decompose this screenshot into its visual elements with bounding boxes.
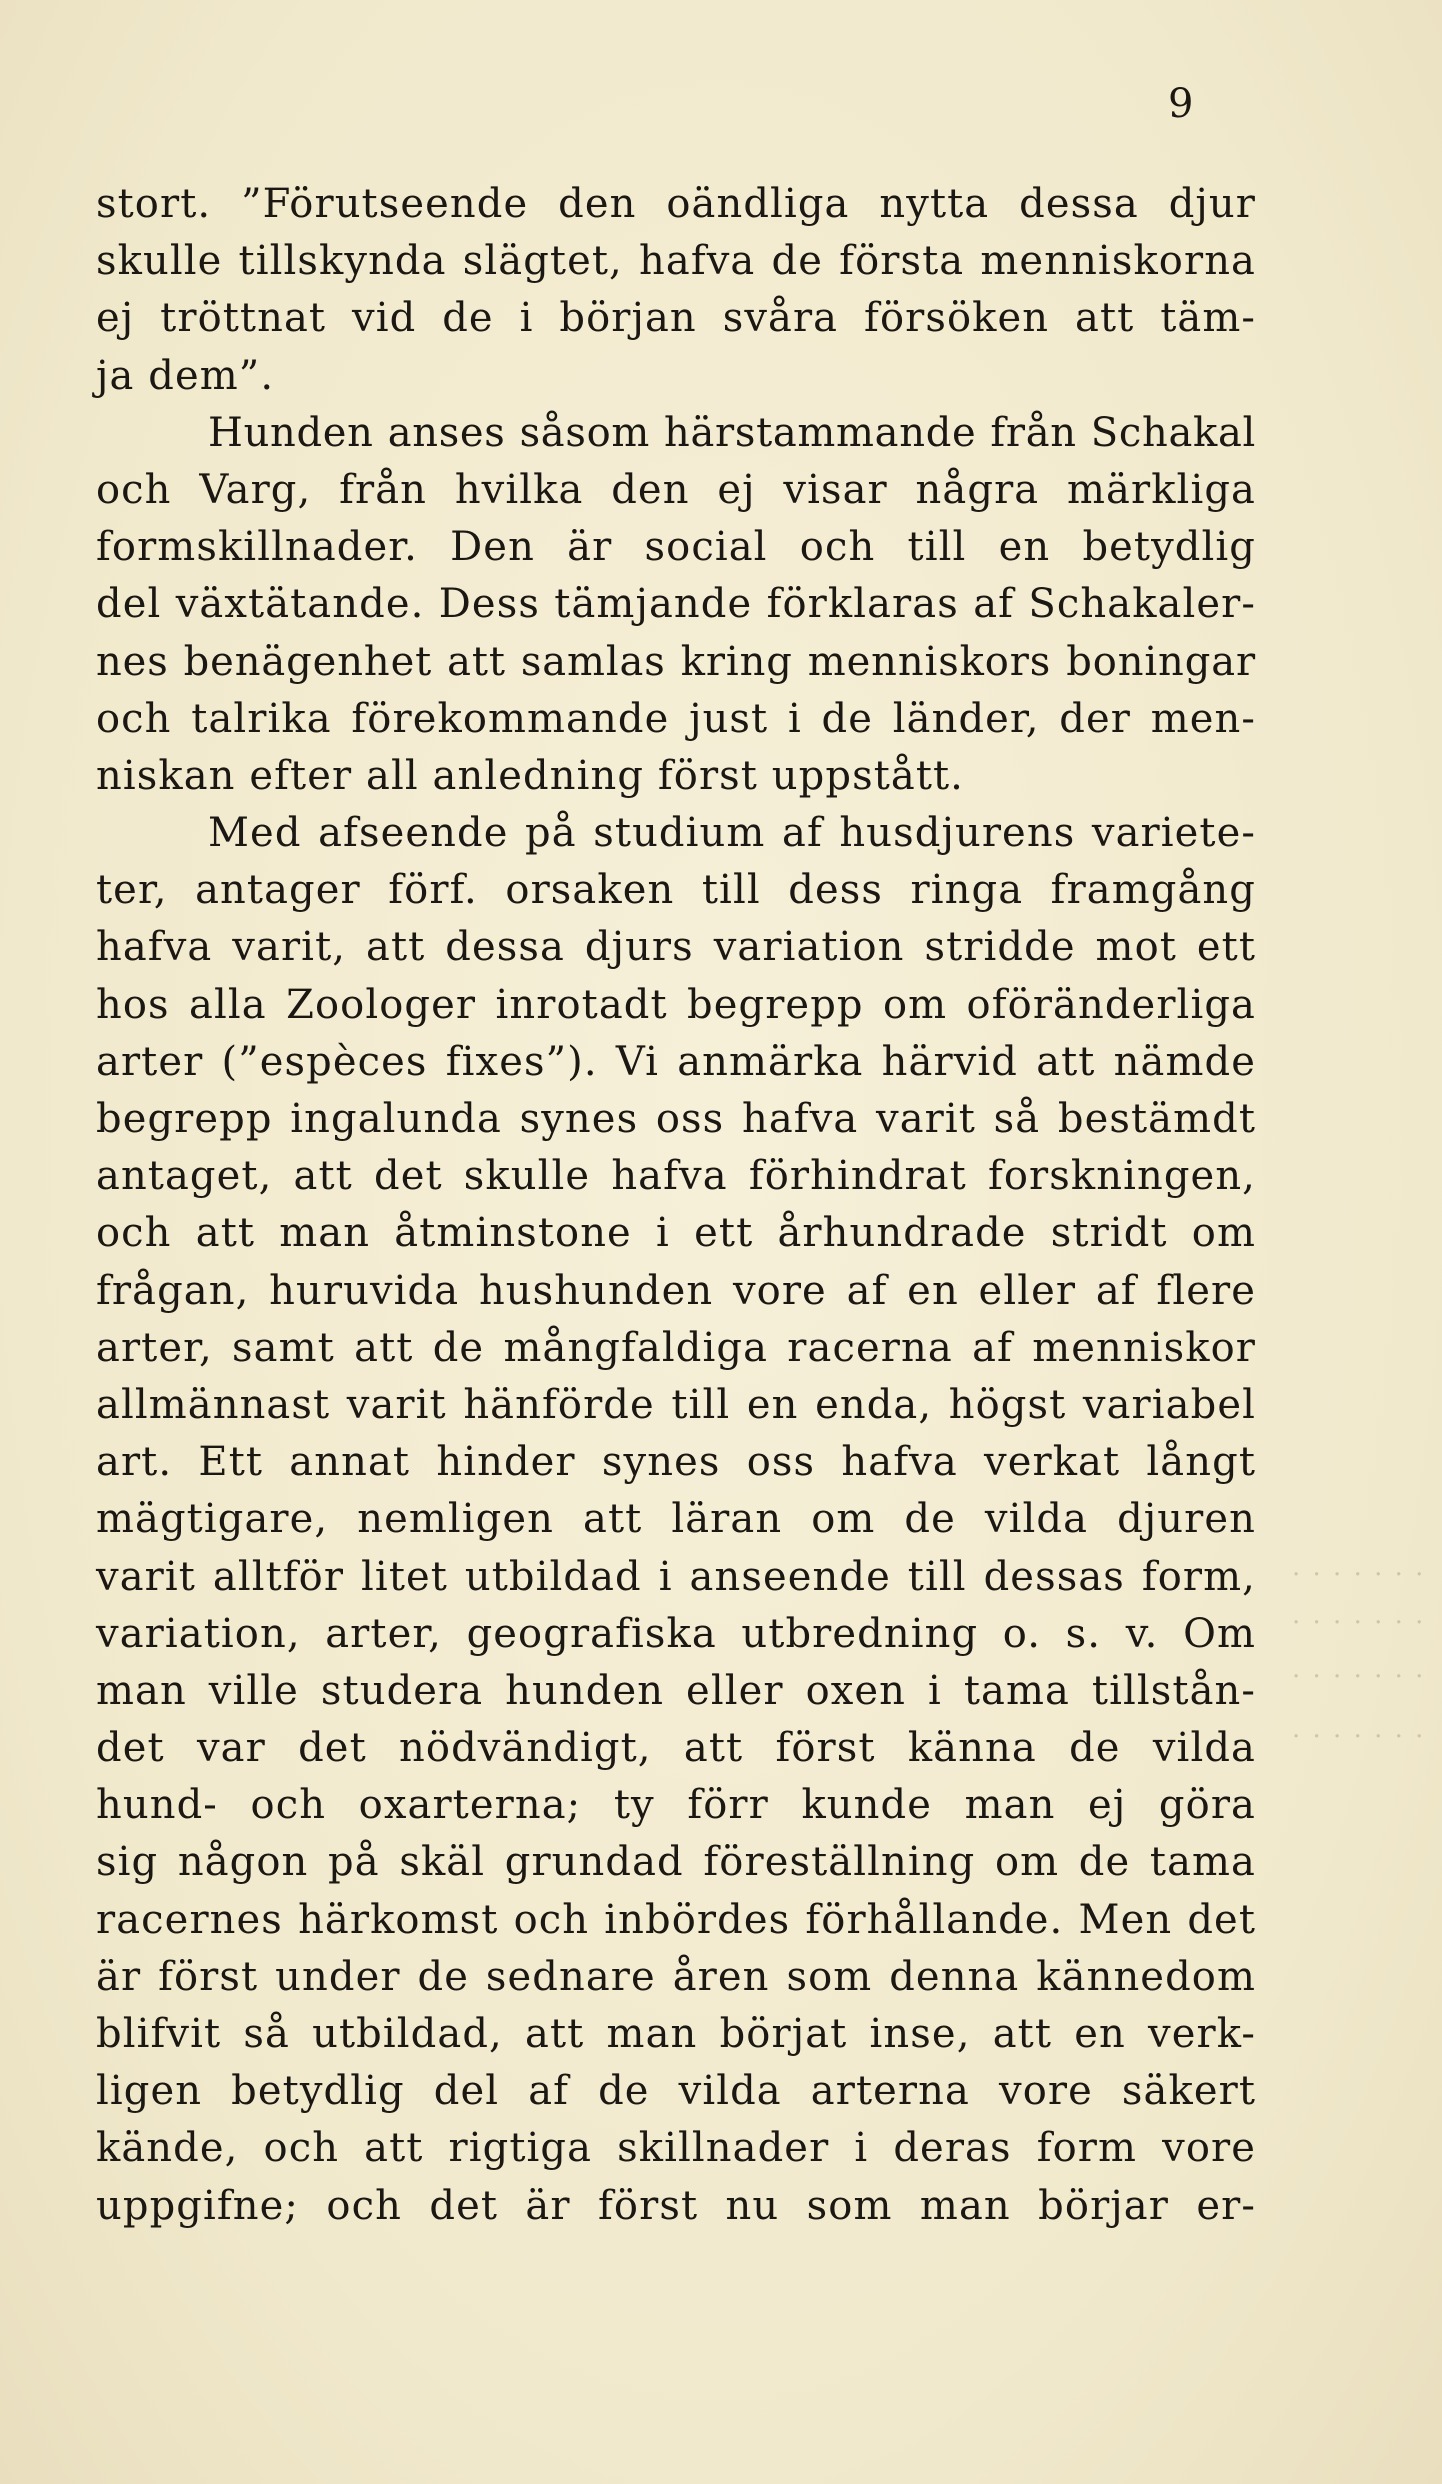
text-line: allmännast varit hänförde till en enda, högst variabel (96, 1381, 1256, 1428)
text-line: ligen betydlig del af de vilda arterna vore säkert (96, 2068, 1256, 2115)
text-line: frågan, huruvida hushunden vore af en eller af flere (96, 1267, 1256, 1314)
text-line: Hunden anses såsom härstammande från Schakal (208, 409, 1256, 456)
text-line: formskillnader. Den är social och till en betydlig (96, 524, 1256, 571)
bleed-through-text: · · · · · · · (1292, 1722, 1426, 1752)
text-line: racernes härkomst och inbördes förhållande. Men det (96, 1896, 1256, 1943)
text-line: arter, samt att de mångfaldiga racerna af menniskor (96, 1324, 1256, 1371)
text-line: hafva varit, att dessa djurs variation stridde mot ett (96, 924, 1256, 971)
text-line: ja dem”. (96, 352, 275, 399)
text-line: är först under de sednare åren som denna kännedom (96, 1953, 1256, 2000)
bleed-through-text: · · · · · · · (1292, 1560, 1426, 1590)
text-line: blifvit så utbildad, att man börjat inse, att en verk- (96, 2011, 1256, 2057)
text-line: ter, antager förf. orsaken till dess ringa framgång (96, 867, 1256, 914)
text-line: variation, arter, geografiska utbredning o. s. v. Om (96, 1610, 1256, 1657)
text-line: art. Ett annat hinder synes oss hafva verkat långt (96, 1439, 1256, 1486)
page-number: 9 (1168, 81, 1194, 127)
text-line: skulle tillskynda slägtet, hafva de första menniskorna (96, 238, 1256, 285)
text-line: och att man åtminstone i ett århundrade stridt om (96, 1210, 1256, 1257)
text-line: uppgifne; och det är först nu som man börjar er- (96, 2182, 1256, 2229)
text-line: antaget, att det skulle hafva förhindrat forskningen, (96, 1153, 1256, 1200)
text-line: och Varg, från hvilka den ej visar några märkliga (96, 466, 1256, 513)
text-line: man ville studera hunden eller oxen i tama tillstån- (96, 1667, 1256, 1714)
text-line: mägtigare, nemligen att läran om de vilda djuren (96, 1496, 1256, 1543)
text-line: hos alla Zoologer inrotadt begrepp om oföränderliga (96, 981, 1256, 1028)
bleed-through-text: · · · · · · · (1292, 1608, 1426, 1638)
body-text (96, 176, 1256, 2235)
text-line: sig någon på skäl grundad föreställning om de tama (96, 1839, 1256, 1886)
text-line: Med afseende på studium af husdjurens variete- (208, 810, 1256, 857)
text-line: ej tröttnat vid de i början svåra försöken att täm- (96, 295, 1256, 342)
text-line: nes benägenhet att samlas kring menniskors boningar (96, 638, 1256, 685)
text-line: niskan efter all anledning först uppstått. (96, 752, 964, 799)
text-line: begrepp ingalunda synes oss hafva varit så bestämdt (96, 1096, 1256, 1142)
text-line: arter (”espèces fixes”). Vi anmärka härvid att nämde (96, 1038, 1256, 1085)
text-line: del växtätande. Dess tämjande förklaras af Schakaler- (96, 581, 1256, 628)
text-line: det var det nödvändigt, att först känna de vilda (96, 1725, 1256, 1772)
text-line: och talrika förekommande just i de länder, der men- (96, 695, 1256, 742)
text-line: kände, och att rigtiga skillnader i deras form vore (96, 2125, 1256, 2172)
text-line: varit alltför litet utbildad i anseende till dessas form, (96, 1553, 1256, 1600)
text-line: stort. ”Förutseende den oändliga nytta dessa djur (96, 181, 1256, 227)
text-line: hund- och oxarterna; ty förr kunde man ej göra (96, 1782, 1256, 1829)
bleed-through-text: · · · · · · · (1292, 1662, 1426, 1692)
